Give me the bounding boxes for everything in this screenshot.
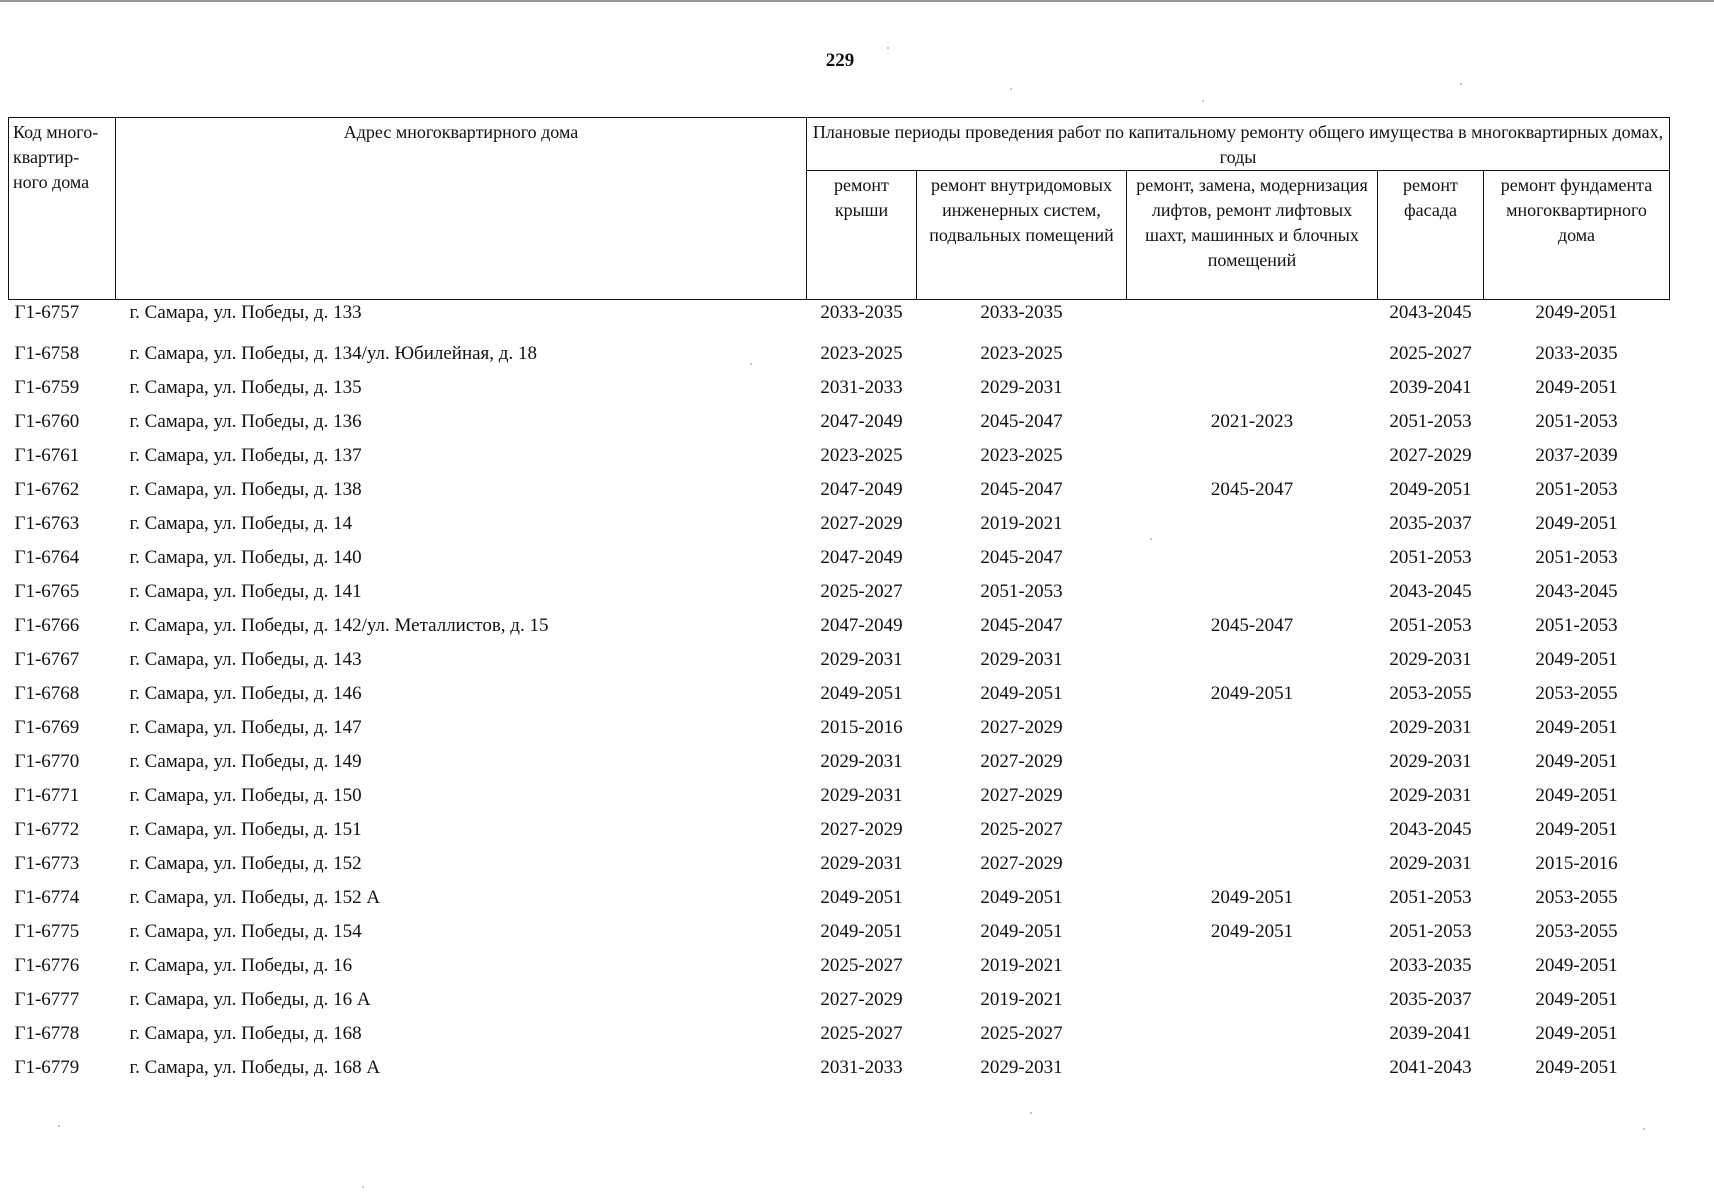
cell-lifts <box>1127 507 1378 541</box>
cell-foundation: 2051-2053 <box>1535 411 1618 432</box>
cell-code: Г1-6761 <box>14 445 80 466</box>
cell-code: Г1-6759 <box>14 377 80 398</box>
cell-roof: 2029-2031 <box>820 649 903 670</box>
cell-roof: 2047-2049 <box>820 615 903 636</box>
cell-code: Г1-6774 <box>14 887 80 908</box>
cell-lifts: 2049-2051 <box>1210 683 1294 704</box>
cell-foundation: 2053-2055 <box>1535 887 1618 908</box>
table-row <box>9 1017 1670 1051</box>
cell-address: г. Самара, ул. Победы, д. 16 <box>129 955 353 976</box>
cell-address: г. Самара, ул. Победы, д. 149 <box>129 751 362 772</box>
cell-lifts <box>1127 745 1378 779</box>
scan-speck <box>1030 1112 1032 1114</box>
cell-code: Г1-6778 <box>14 1023 80 1044</box>
header-code: Код много-квартир-ного дома <box>9 118 116 300</box>
cell-facade: 2053-2055 <box>1389 683 1472 704</box>
cell-address: г. Самара, ул. Победы, д. 16 А <box>129 989 371 1010</box>
cell-roof: 2023-2025 <box>820 445 903 466</box>
cell-lifts <box>1127 643 1378 677</box>
cell-facade: 2027-2029 <box>1389 445 1472 466</box>
cell-lifts: 2045-2047 <box>1210 615 1294 636</box>
scan-speck <box>58 1125 60 1127</box>
cell-roof: 2025-2027 <box>820 955 903 976</box>
cell-roof: 2025-2027 <box>820 581 903 602</box>
cell-lifts <box>1127 779 1378 813</box>
cell-address: г. Самара, ул. Победы, д. 152 А <box>129 887 381 908</box>
scan-speck <box>362 1186 364 1188</box>
table-row <box>9 847 1670 881</box>
table-row <box>9 473 1670 507</box>
cell-lifts: 2049-2051 <box>1210 921 1294 942</box>
cell-foundation: 2051-2053 <box>1535 615 1618 636</box>
cell-code: Г1-6764 <box>14 547 80 568</box>
table-row <box>9 337 1670 371</box>
cell-facade: 2039-2041 <box>1389 1023 1472 1044</box>
cell-engineering: 2019-2021 <box>980 513 1063 534</box>
cell-code: Г1-6777 <box>14 989 80 1010</box>
table-row <box>9 575 1670 609</box>
cell-foundation: 2049-2051 <box>1535 717 1618 738</box>
table-row <box>9 507 1670 541</box>
table-row <box>9 300 1670 338</box>
cell-roof: 2029-2031 <box>820 785 903 806</box>
cell-lifts <box>1127 813 1378 847</box>
table-row <box>9 439 1670 473</box>
cell-lifts <box>1127 711 1378 745</box>
cell-address: г. Самара, ул. Победы, д. 146 <box>129 683 362 704</box>
header-periods: Плановые периоды проведения работ по капитальному ремонту общего имущества в многоквартирных домах, годы <box>807 118 1670 171</box>
cell-code: Г1-6760 <box>14 411 80 432</box>
table-row <box>9 813 1670 847</box>
cell-roof: 2015-2016 <box>820 717 903 738</box>
cell-foundation: 2051-2053 <box>1535 547 1618 568</box>
cell-address: г. Самара, ул. Победы, д. 143 <box>129 649 362 670</box>
cell-engineering: 2033-2035 <box>980 302 1063 323</box>
cell-address: г. Самара, ул. Победы, д. 140 <box>129 547 362 568</box>
cell-lifts <box>1127 300 1378 338</box>
cell-address: г. Самара, ул. Победы, д. 168 А <box>129 1057 381 1078</box>
cell-code: Г1-6763 <box>14 513 80 534</box>
cell-address: г. Самара, ул. Победы, д. 151 <box>129 819 362 840</box>
cell-lifts <box>1127 371 1378 405</box>
cell-facade: 2035-2037 <box>1389 989 1472 1010</box>
cell-lifts <box>1127 541 1378 575</box>
cell-code: Г1-6772 <box>14 819 80 840</box>
cell-foundation: 2049-2051 <box>1535 377 1618 398</box>
table-row <box>9 1051 1670 1085</box>
scan-speck <box>1010 88 1012 90</box>
cell-engineering: 2025-2027 <box>980 819 1063 840</box>
cell-code: Г1-6770 <box>14 751 80 772</box>
cell-foundation: 2051-2053 <box>1535 479 1618 500</box>
cell-code: Г1-6771 <box>14 785 80 806</box>
cell-lifts <box>1127 575 1378 609</box>
cell-engineering: 2027-2029 <box>980 853 1063 874</box>
cell-lifts <box>1127 949 1378 983</box>
cell-code: Г1-6766 <box>14 615 80 636</box>
cell-facade: 2051-2053 <box>1389 547 1472 568</box>
cell-foundation: 2053-2055 <box>1535 683 1618 704</box>
cell-address: г. Самара, ул. Победы, д. 14 <box>129 513 353 534</box>
cell-engineering: 2023-2025 <box>980 343 1063 364</box>
cell-engineering: 2049-2051 <box>980 887 1063 908</box>
scan-speck <box>887 47 889 49</box>
cell-address: г. Самара, ул. Победы, д. 133 <box>129 302 362 323</box>
top-scan-rule <box>0 0 1714 2</box>
scan-speck <box>750 363 752 365</box>
cell-engineering: 2027-2029 <box>980 751 1063 772</box>
cell-address: г. Самара, ул. Победы, д. 135 <box>129 377 362 398</box>
cell-code: Г1-6775 <box>14 921 80 942</box>
cell-roof: 2047-2049 <box>820 547 903 568</box>
table-row <box>9 541 1670 575</box>
cell-facade: 2029-2031 <box>1389 853 1472 874</box>
header-engineering: ремонт внутридомовых инженерных систем, подвальных помещений <box>917 171 1127 300</box>
cell-code: Г1-6776 <box>14 955 80 976</box>
cell-facade: 2029-2031 <box>1389 717 1472 738</box>
repair-schedule-table <box>8 117 1670 1085</box>
cell-roof: 2027-2029 <box>820 989 903 1010</box>
cell-foundation: 2049-2051 <box>1535 1057 1618 1078</box>
header-foundation: ремонт фундамента многоквартирного дома <box>1484 171 1670 300</box>
cell-foundation: 2037-2039 <box>1535 445 1618 466</box>
cell-code: Г1-6758 <box>14 343 80 364</box>
cell-code: Г1-6765 <box>14 581 80 602</box>
table-row <box>9 915 1670 949</box>
header-address: Адрес многоквартирного дома <box>116 118 807 300</box>
cell-address: г. Самара, ул. Победы, д. 147 <box>129 717 362 738</box>
cell-facade: 2043-2045 <box>1389 819 1472 840</box>
cell-foundation: 2049-2051 <box>1535 955 1618 976</box>
scan-speck <box>1150 538 1152 540</box>
table-row <box>9 711 1670 745</box>
cell-foundation: 2049-2051 <box>1535 513 1618 534</box>
cell-facade: 2029-2031 <box>1389 649 1472 670</box>
cell-lifts <box>1127 847 1378 881</box>
cell-lifts <box>1127 337 1378 371</box>
cell-engineering: 2051-2053 <box>980 581 1063 602</box>
cell-facade: 2033-2035 <box>1389 955 1472 976</box>
cell-facade: 2041-2043 <box>1389 1057 1472 1078</box>
cell-lifts <box>1127 983 1378 1017</box>
header-roof: ремонт крыши <box>807 171 917 300</box>
cell-roof: 2027-2029 <box>820 819 903 840</box>
table-row <box>9 745 1670 779</box>
cell-foundation: 2049-2051 <box>1535 785 1618 806</box>
cell-foundation: 2049-2051 <box>1535 751 1618 772</box>
table-row <box>9 983 1670 1017</box>
cell-facade: 2051-2053 <box>1389 921 1472 942</box>
cell-engineering: 2027-2029 <box>980 717 1063 738</box>
table-row <box>9 949 1670 983</box>
cell-address: г. Самара, ул. Победы, д. 136 <box>129 411 362 432</box>
cell-facade: 2051-2053 <box>1389 615 1472 636</box>
cell-roof: 2023-2025 <box>820 343 903 364</box>
table-row <box>9 371 1670 405</box>
cell-foundation: 2049-2051 <box>1535 819 1618 840</box>
page-number: 229 <box>825 50 855 71</box>
cell-roof: 2029-2031 <box>820 751 903 772</box>
cell-roof: 2047-2049 <box>820 479 903 500</box>
cell-engineering: 2049-2051 <box>980 921 1063 942</box>
cell-foundation: 2049-2051 <box>1535 1023 1618 1044</box>
cell-roof: 2049-2051 <box>820 887 903 908</box>
cell-foundation: 2049-2051 <box>1535 989 1618 1010</box>
header-facade: ремонт фасада <box>1378 171 1484 300</box>
table-row <box>9 779 1670 813</box>
cell-address: г. Самара, ул. Победы, д. 137 <box>129 445 362 466</box>
cell-engineering: 2019-2021 <box>980 955 1063 976</box>
header-lifts: ремонт, замена, модернизация лифтов, ремонт лифтовых шахт, машинных и блочных помещений <box>1127 171 1378 300</box>
cell-engineering: 2019-2021 <box>980 989 1063 1010</box>
table-row <box>9 881 1670 915</box>
cell-engineering: 2029-2031 <box>980 1057 1063 1078</box>
cell-address: г. Самара, ул. Победы, д. 152 <box>129 853 362 874</box>
cell-engineering: 2029-2031 <box>980 649 1063 670</box>
scan-speck <box>1460 83 1462 85</box>
cell-code: Г1-6773 <box>14 853 80 874</box>
cell-code: Г1-6762 <box>14 479 80 500</box>
cell-engineering: 2045-2047 <box>980 479 1063 500</box>
cell-code: Г1-6757 <box>14 302 80 323</box>
cell-facade: 2035-2037 <box>1389 513 1472 534</box>
cell-roof: 2027-2029 <box>820 513 903 534</box>
cell-address: г. Самара, ул. Победы, д. 141 <box>129 581 362 602</box>
cell-roof: 2049-2051 <box>820 683 903 704</box>
scan-speck <box>1202 100 1204 102</box>
cell-address: г. Самара, ул. Победы, д. 154 <box>129 921 362 942</box>
cell-lifts: 2045-2047 <box>1210 479 1294 500</box>
cell-foundation: 2043-2045 <box>1535 581 1618 602</box>
cell-foundation: 2049-2051 <box>1535 302 1618 323</box>
cell-lifts: 2049-2051 <box>1210 887 1294 908</box>
cell-facade: 2029-2031 <box>1389 785 1472 806</box>
cell-engineering: 2027-2029 <box>980 785 1063 806</box>
cell-facade: 2043-2045 <box>1389 302 1472 323</box>
table-row <box>9 609 1670 643</box>
cell-roof: 2031-2033 <box>820 1057 903 1078</box>
cell-roof: 2029-2031 <box>820 853 903 874</box>
cell-lifts: 2021-2023 <box>1210 411 1294 432</box>
cell-foundation: 2015-2016 <box>1535 853 1618 874</box>
cell-address: г. Самара, ул. Победы, д. 142/ул. Металлистов, д. 15 <box>129 615 549 636</box>
table-row <box>9 643 1670 677</box>
cell-code: Г1-6769 <box>14 717 80 738</box>
cell-engineering: 2049-2051 <box>980 683 1063 704</box>
cell-foundation: 2053-2055 <box>1535 921 1618 942</box>
cell-address: г. Самара, ул. Победы, д. 168 <box>129 1023 362 1044</box>
cell-lifts <box>1127 1017 1378 1051</box>
cell-foundation: 2033-2035 <box>1535 343 1618 364</box>
cell-roof: 2025-2027 <box>820 1023 903 1044</box>
cell-lifts <box>1127 439 1378 473</box>
cell-roof: 2031-2033 <box>820 377 903 398</box>
cell-engineering: 2045-2047 <box>980 411 1063 432</box>
cell-facade: 2029-2031 <box>1389 751 1472 772</box>
cell-address: г. Самара, ул. Победы, д. 150 <box>129 785 362 806</box>
cell-facade: 2025-2027 <box>1389 343 1472 364</box>
cell-engineering: 2029-2031 <box>980 377 1063 398</box>
cell-roof: 2033-2035 <box>820 302 903 323</box>
cell-lifts <box>1127 1051 1378 1085</box>
table-row <box>9 677 1670 711</box>
cell-engineering: 2023-2025 <box>980 445 1063 466</box>
cell-roof: 2047-2049 <box>820 411 903 432</box>
scan-speck <box>1643 1128 1645 1130</box>
table-body <box>9 300 1670 1086</box>
cell-code: Г1-6779 <box>14 1057 80 1078</box>
cell-engineering: 2045-2047 <box>980 615 1063 636</box>
cell-foundation: 2049-2051 <box>1535 649 1618 670</box>
cell-engineering: 2025-2027 <box>980 1023 1063 1044</box>
cell-code: Г1-6767 <box>14 649 80 670</box>
table-header <box>9 118 1670 300</box>
cell-facade: 2051-2053 <box>1389 887 1472 908</box>
table-row <box>9 405 1670 439</box>
cell-address: г. Самара, ул. Победы, д. 138 <box>129 479 362 500</box>
cell-facade: 2049-2051 <box>1389 479 1472 500</box>
cell-facade: 2039-2041 <box>1389 377 1472 398</box>
cell-roof: 2049-2051 <box>820 921 903 942</box>
cell-facade: 2043-2045 <box>1389 581 1472 602</box>
cell-engineering: 2045-2047 <box>980 547 1063 568</box>
cell-code: Г1-6768 <box>14 683 80 704</box>
cell-facade: 2051-2053 <box>1389 411 1472 432</box>
cell-address: г. Самара, ул. Победы, д. 134/ул. Юбилейная, д. 18 <box>129 343 537 364</box>
